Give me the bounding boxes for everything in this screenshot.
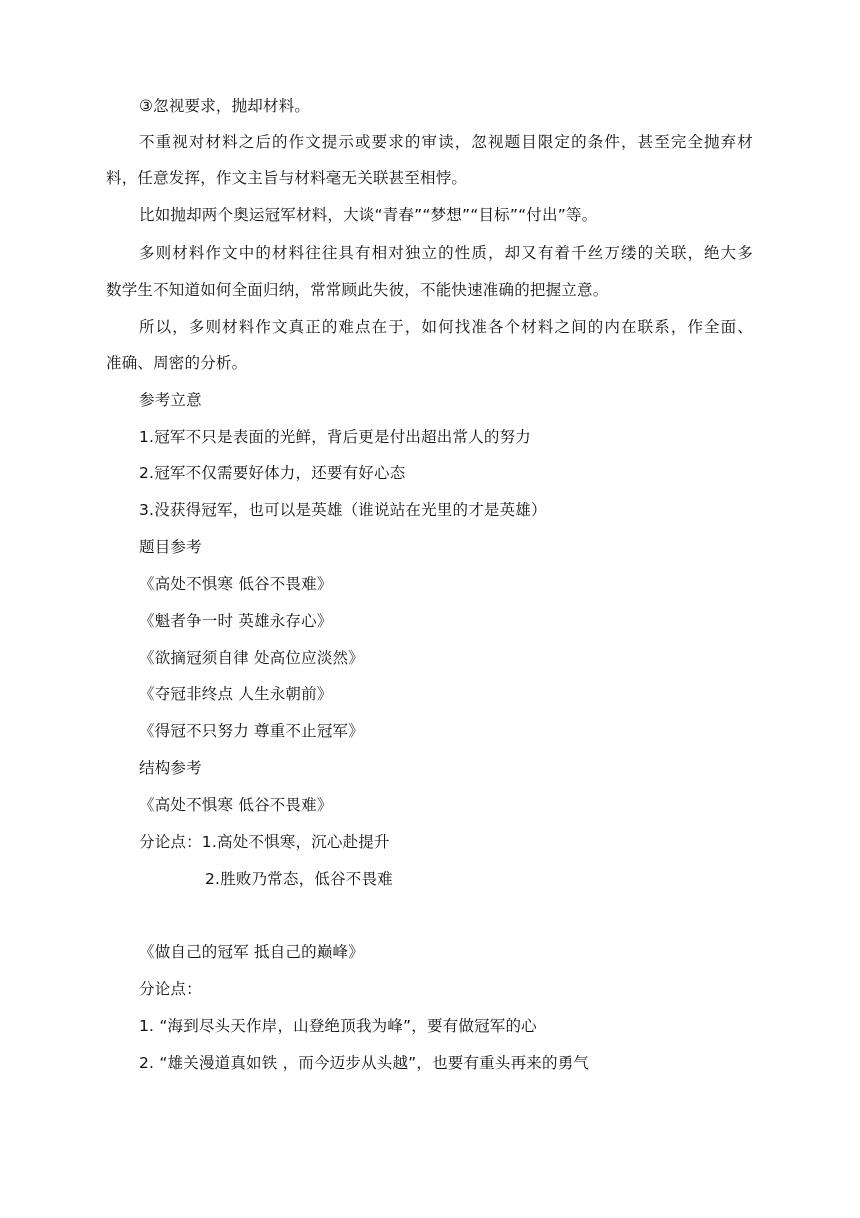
title-item: 《夺冠非终点 人生永朝前》 [139,685,333,703]
list-item: 1.冠军不只是表面的光鲜，背后更是付出超出常人的努力 [139,428,531,446]
section-heading: 参考立意 [139,391,202,409]
text-line: 料，任意发挥，作文主旨与材料毫无关联甚至相悖。 [106,169,468,187]
text-line: 准确、周密的分析。 [106,354,248,372]
title-item: 《欲摘冠须自律 处高位应淡然》 [139,649,364,667]
sub-argument: 1. “海到尽头天作岸，山登绝顶我为峰”，要有做冠军的心 [139,1017,537,1035]
sub-argument: 2. “雄关漫道真如铁 ，而今迈步从头越”，也要有重头再来的勇气 [139,1054,590,1072]
title-item: 《高处不惧寒 低谷不畏难》 [139,796,333,814]
text-line: 所以，多则材料作文真正的难点在于，如何找准各个材料之间的内在联系，作全面、 [139,318,753,336]
text-line: 多则材料作文中的材料往往具有相对独立的性质，却又有着千丝万缕的关联，绝大多 [139,244,753,262]
text-line: 不重视对材料之后的作文提示或要求的审读，忽视题目限定的条件，甚至完全抛弃材 [139,133,753,151]
list-item: 3.没获得冠军，也可以是英雄（谁说站在光里的才是英雄） [139,501,547,519]
title-item: 《得冠不只努力 尊重不止冠军》 [139,722,364,740]
section-heading: 题目参考 [139,538,202,556]
sub-argument-label: 分论点： [139,980,202,998]
text-line: 数学生不知道如何全面归纳，常常顾此失彼，不能快速准确的把握立意。 [106,281,609,299]
text-line: ③忽视要求，抛却材料。 [139,97,311,115]
sub-argument: 分论点：1.高处不惧寒，沉心赴提升 [139,833,390,851]
title-item: 《魁者争一时 英雄永存心》 [139,612,333,630]
title-item: 《高处不惧寒 低谷不畏难》 [139,575,333,593]
title-item: 《做自己的冠军 抵自己的巅峰》 [139,943,364,961]
sub-argument: 2.胜败乃常态，低谷不畏难 [205,870,393,888]
text-line: 比如抛却两个奥运冠军材料，大谈“青春”“梦想”“目标”“付出”等。 [139,206,598,224]
list-item: 2.冠军不仅需要好体力，还要有好心态 [139,464,406,482]
section-heading: 结构参考 [139,759,202,777]
